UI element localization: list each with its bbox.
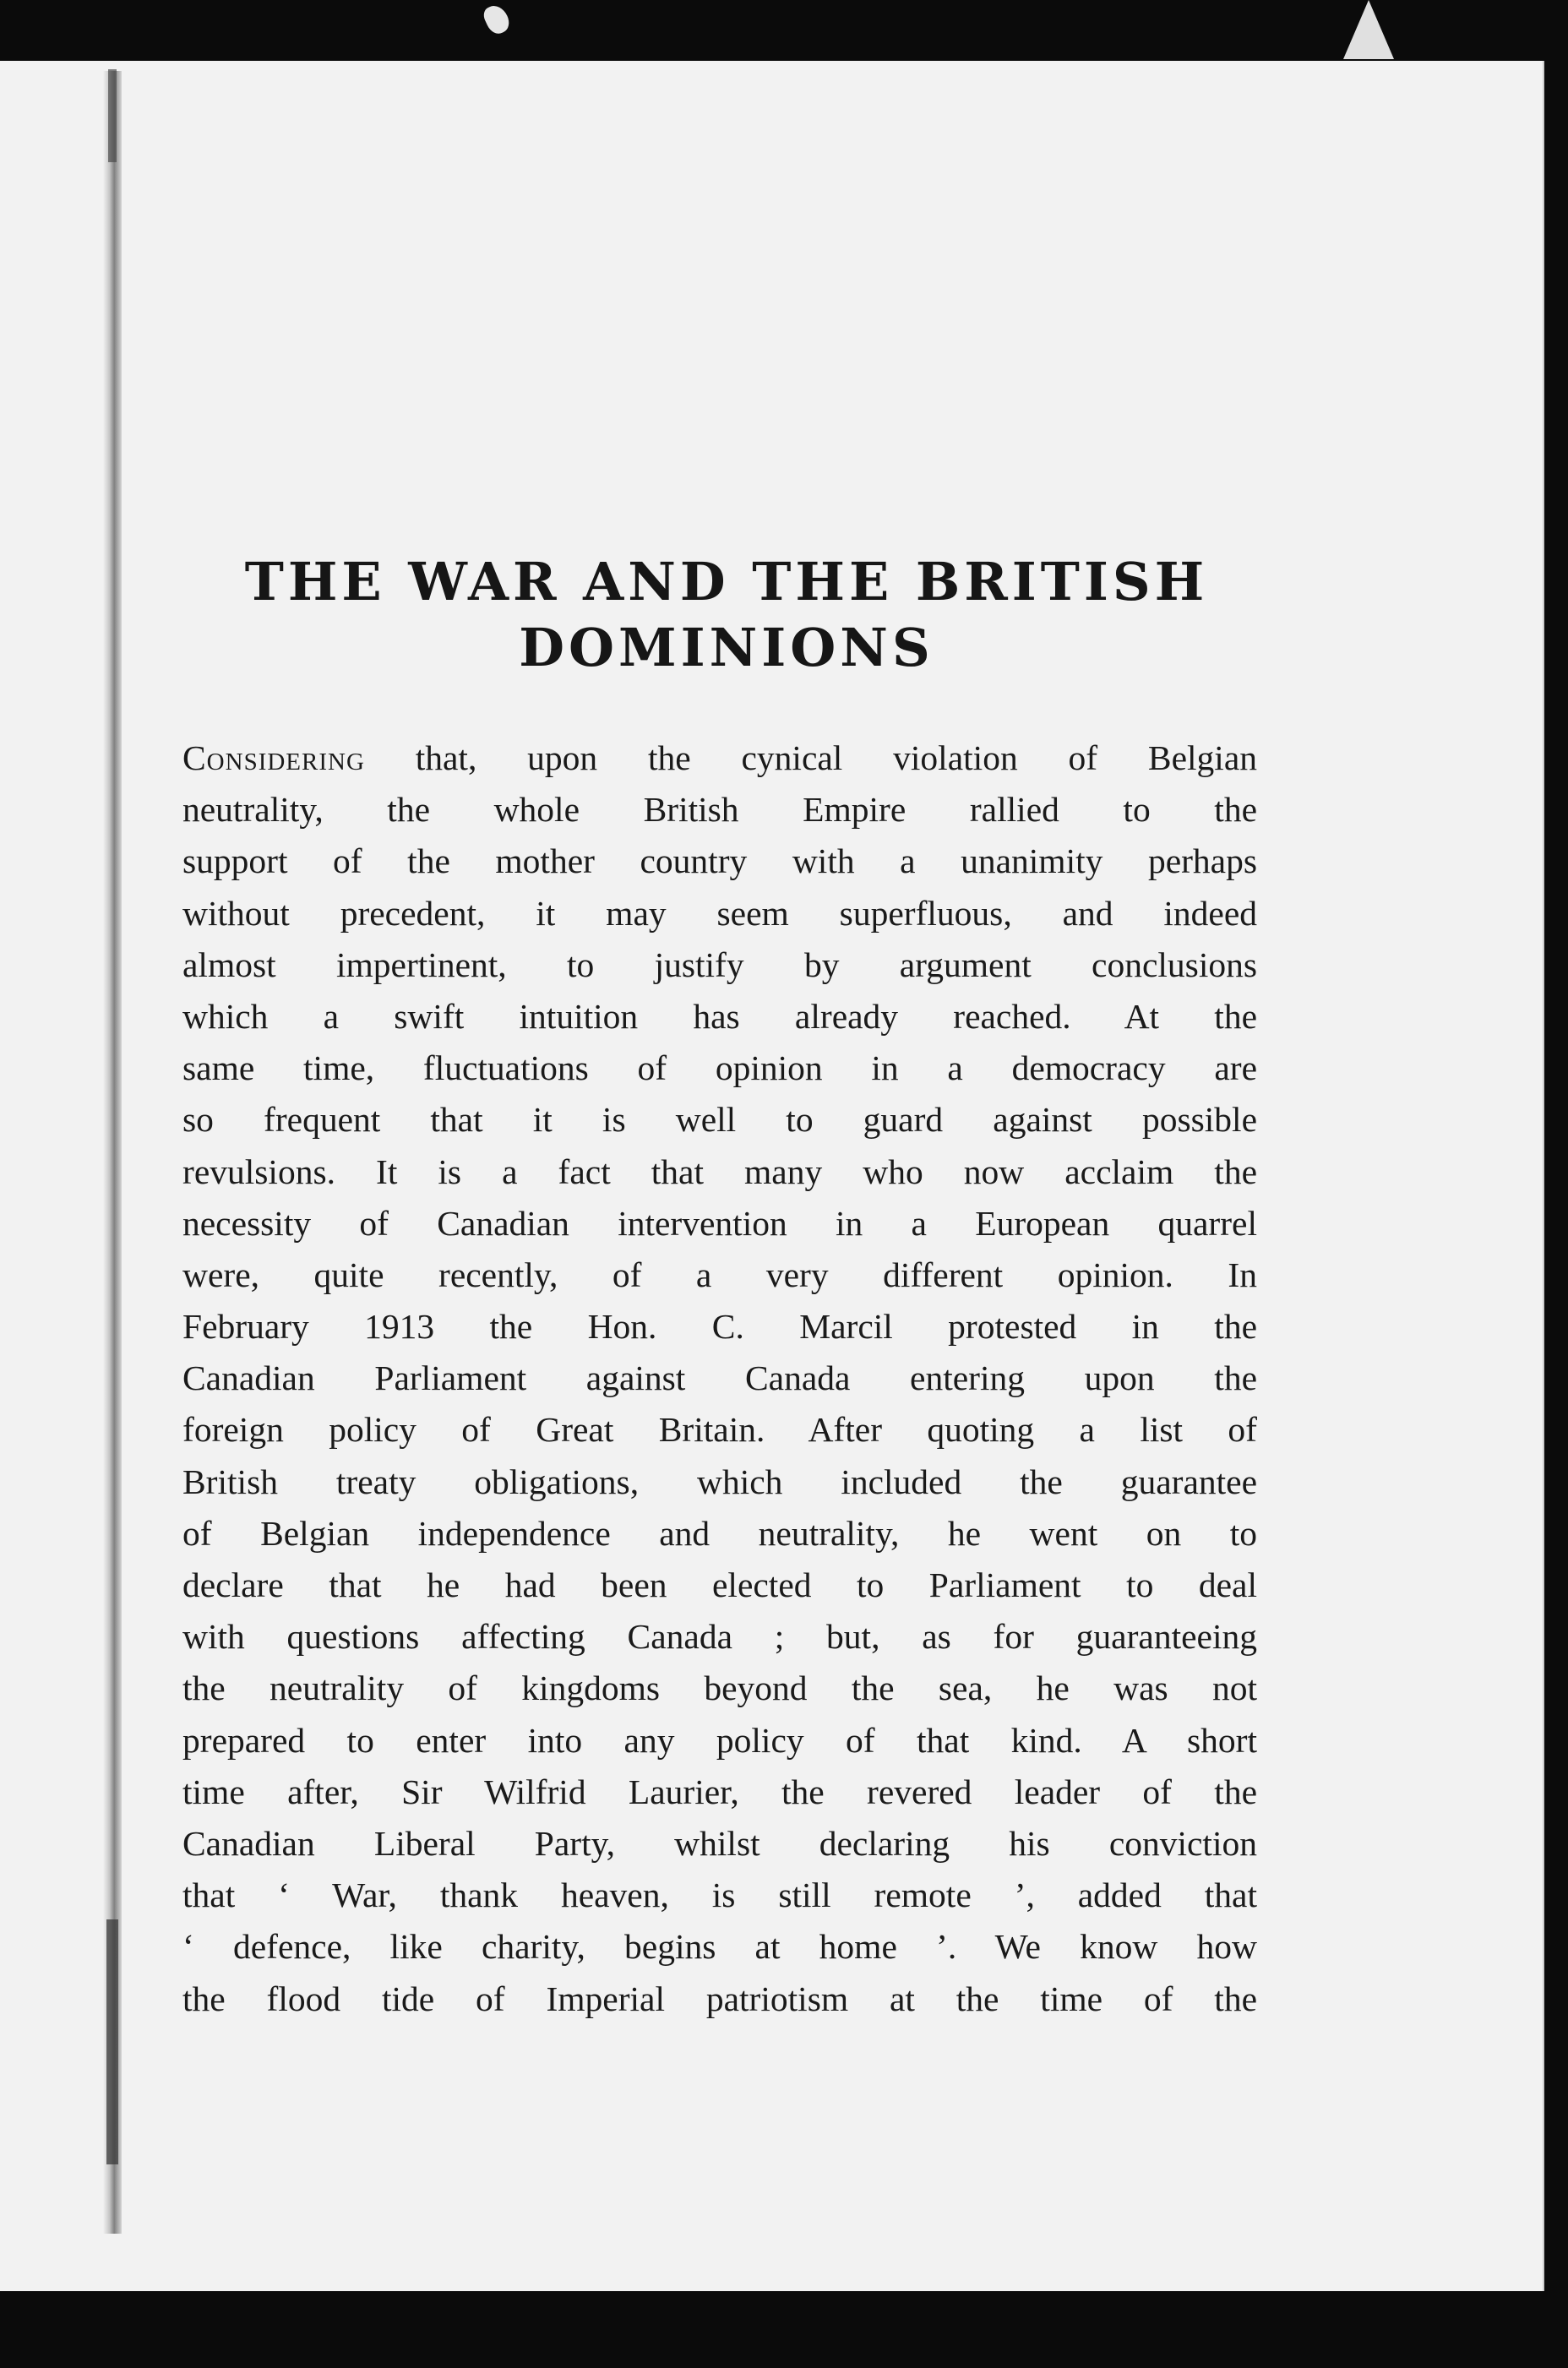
text-line: time after, Sir Wilfrid Laurier, the revered leader of the [182, 1772, 1257, 1811]
binding-shadow [108, 69, 117, 162]
book-page [0, 61, 1544, 2291]
text-line [182, 732, 1257, 784]
text-line: prepared to enter into any policy of that kind. A short [182, 1720, 1257, 1760]
scan-artifact [1343, 0, 1394, 59]
text-line: foreign policy of Great Britain. After quoting a list of [182, 1410, 1257, 1450]
lead-word: Considering [182, 738, 365, 777]
text-line: support of the mother country with a unanimity perhaps [182, 841, 1257, 881]
text-line: declare that he had been elected to Parliament to deal [182, 1565, 1257, 1604]
text-line: same time, fluctuations of opinion in a democracy are [182, 1048, 1257, 1088]
chapter-title-line-1: THE WAR AND THE BRITISH [244, 551, 1209, 612]
text-line: the flood tide of Imperial patriotism at the time of the [182, 1979, 1257, 2018]
text-line: Canadian Liberal Party, whilst declaring his conviction [182, 1823, 1257, 1863]
text-line: the neutrality of kingdoms beyond the sea, he was not [182, 1668, 1257, 1708]
chapter-title-line-2: DOMINIONS [519, 617, 934, 678]
text-line: which a swift intuition has already reached. At the [182, 996, 1257, 1036]
text-line: without precedent, it may seem superfluous, and indeed [182, 893, 1257, 933]
text-line: were, quite recently, of a very different opinion. In [182, 1255, 1257, 1294]
text-line: Canadian Parliament against Canada entering upon the [182, 1358, 1257, 1398]
binding-shadow [106, 1919, 118, 2164]
text-line: necessity of Canadian intervention in a European quarrel [182, 1203, 1257, 1243]
body-paragraph [182, 732, 1257, 2025]
text-line: British treaty obligations, which included the guarantee [182, 1462, 1257, 1501]
text-line: ‘ defence, like charity, begins at home ’. We know how [182, 1927, 1257, 1967]
text-line: so frequent that it is well to guard against possible [182, 1100, 1257, 1140]
text-line: neutrality, the whole British Empire rallied to the [182, 790, 1257, 830]
chapter-title [169, 549, 1284, 681]
text-line: February 1913 the Hon. C. Marcil protested in the [182, 1307, 1257, 1347]
text-line: almost impertinent, to justify by argument conclusions [182, 944, 1257, 984]
binding-shadow [103, 71, 122, 2234]
text-line: with questions affecting Canada ; but, as for guaranteeing [182, 1617, 1257, 1657]
text-line: that ‘ War, thank heaven, is still remote ’, added that [182, 1875, 1257, 1915]
text-line: revulsions. It is a fact that many who now acclaim the [182, 1151, 1257, 1191]
text-line: of Belgian independence and neutrality, he went on to [182, 1513, 1257, 1553]
scan-artifact [481, 2, 513, 37]
text-line-content: that, upon the cynical violation of Belgian [364, 738, 1257, 777]
